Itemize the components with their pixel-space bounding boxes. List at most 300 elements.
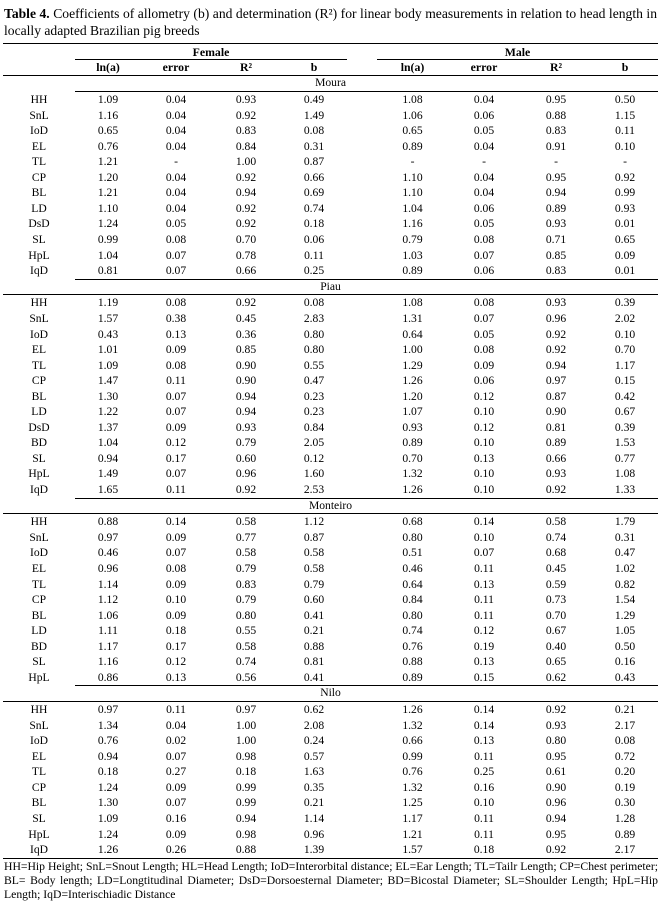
cell-value-female: 0.41 [303, 608, 325, 622]
cell-value-female: 0.81 [75, 263, 141, 279]
cell-value-male: 0.84 [402, 593, 423, 607]
group-spacer [347, 389, 377, 405]
cell-value-male: 0.70 [402, 451, 423, 465]
cell-value-male: 0.71 [545, 233, 567, 246]
table-row [3, 389, 658, 405]
cell-value-male: 0.06 [473, 374, 495, 388]
section-name: Moura [315, 76, 346, 90]
cell-value-male: 0.39 [614, 420, 636, 434]
cell-value-female: 0.43 [97, 327, 119, 341]
cell-value-male: 0.14 [473, 703, 495, 717]
cell-value-male: 0.99 [402, 749, 423, 763]
cell-value-male: 0.06 [473, 108, 495, 122]
row-label: TL [31, 358, 47, 372]
group-spacer [347, 327, 377, 343]
cell-value-male: 1.79 [614, 515, 636, 529]
cell-value-male: 1.32 [402, 467, 423, 481]
cell-value-male: 0.45 [545, 561, 567, 575]
cell-value-male: 0.97 [545, 374, 567, 388]
cell-value-female: 0.07 [165, 546, 187, 560]
group-spacer [347, 154, 377, 170]
table-row [3, 108, 658, 124]
cell-value-male: 0.68 [402, 515, 423, 529]
cell-value-female: 1.65 [75, 482, 141, 498]
cell-value-female: 0.99 [235, 780, 257, 794]
table-row [3, 795, 658, 811]
cell-value-female: 0.08 [303, 296, 325, 310]
table-row [3, 514, 658, 530]
cell-value-male: 0.92 [520, 842, 592, 858]
group-spacer [347, 827, 377, 843]
cell-value-female: 1.19 [97, 296, 119, 310]
cell-value-female: 1.34 [97, 718, 119, 732]
row-label: EL [31, 749, 47, 763]
cell-value-male: 0.10 [448, 482, 520, 498]
cell-value-male: 0.65 [614, 233, 636, 246]
table-row [3, 545, 658, 561]
row-label: TL [31, 155, 47, 169]
cell-value-female: 0.60 [303, 593, 325, 607]
cell-value-male: 0.11 [474, 811, 494, 825]
cell-value-male: 0.04 [473, 170, 495, 184]
cell-value-female: 1.26 [75, 842, 141, 858]
section-header-row [3, 498, 658, 514]
cell-value-male: 0.95 [545, 170, 567, 184]
cell-value-male: 1.00 [402, 343, 423, 357]
cell-value-female: 1.00 [235, 734, 257, 748]
cell-value-male: 1.53 [614, 436, 636, 450]
row-label: IqD [29, 264, 49, 278]
cell-value-male: 0.92 [545, 343, 567, 357]
cell-value-female: 1.30 [97, 389, 119, 403]
cell-value-female: 0.77 [235, 530, 257, 544]
cell-value-female: 1.24 [97, 217, 119, 231]
table-row [3, 561, 658, 577]
cell-value-male: 0.10 [473, 467, 495, 481]
cell-value-male: 0.10 [614, 139, 636, 153]
cell-value-female: 1.04 [97, 248, 119, 262]
cell-value-female: 0.36 [235, 327, 257, 341]
row-label: IoD [29, 546, 49, 560]
group-spacer [347, 373, 377, 389]
cell-value-female: 0.88 [97, 515, 119, 529]
cell-value-female: 0.76 [97, 734, 119, 748]
cell-value-male: 1.33 [592, 482, 658, 498]
row-label: BL [31, 796, 47, 810]
cell-value-female: 0.58 [303, 546, 325, 560]
cell-value-male: 0.10 [614, 327, 636, 341]
cell-value-male: 0.87 [545, 389, 567, 403]
cell-value-male: - [554, 155, 558, 169]
cell-value-female: 0.07 [165, 389, 187, 403]
group-spacer [347, 404, 377, 420]
cell-value-male: 2.17 [592, 842, 658, 858]
row-label: HpL [28, 248, 50, 262]
cell-value-male: 1.04 [402, 201, 423, 215]
cell-value-female: 0.85 [235, 343, 257, 357]
cell-value-female: 0.92 [235, 108, 257, 122]
cell-value-male: 0.13 [473, 577, 495, 591]
table-title-label: Table 4. [4, 6, 50, 21]
cell-value-female: 0.23 [303, 405, 325, 419]
cell-value-female: 0.09 [165, 420, 187, 434]
row-label: HpL [28, 671, 50, 685]
cell-value-male: 0.42 [614, 389, 636, 403]
table-row [3, 232, 658, 248]
cell-value-female: 0.13 [141, 670, 211, 686]
cell-value-male: 0.94 [545, 811, 567, 825]
cell-value-male: 0.16 [473, 780, 495, 794]
group-spacer [347, 435, 377, 451]
cell-value-female: 1.12 [303, 515, 325, 529]
cell-value-male: 0.93 [545, 718, 567, 732]
cell-value-male: 1.32 [402, 718, 423, 732]
row-label: IoD [29, 327, 49, 341]
col-header-error-male: error [448, 60, 520, 76]
group-header-row [3, 43, 658, 60]
cell-value-female: 0.26 [141, 842, 211, 858]
table-row [3, 827, 658, 843]
row-label: IoD [29, 734, 49, 748]
cell-value-male: 0.14 [473, 718, 495, 732]
cell-value-male: 1.20 [402, 389, 423, 403]
cell-value-female: 0.07 [165, 467, 187, 481]
cell-value-female: 1.60 [303, 467, 325, 481]
cell-value-male: 0.92 [520, 482, 592, 498]
table-row [3, 295, 658, 311]
table-row [3, 311, 658, 327]
cell-value-female: 0.92 [211, 482, 281, 498]
cell-value-male: 0.93 [402, 420, 423, 434]
table-row [3, 451, 658, 467]
cell-value-male: 0.95 [545, 827, 567, 841]
cell-value-male: 1.05 [614, 624, 636, 638]
row-label: SnL [29, 530, 49, 544]
cell-value-female: 0.88 [211, 842, 281, 858]
cell-value-female: 1.39 [281, 842, 347, 858]
cell-value-female: 0.16 [165, 811, 187, 825]
cell-value-female: 0.18 [303, 217, 325, 231]
table-row [3, 670, 658, 686]
group-spacer [347, 185, 377, 201]
col-header-r2-male: R² [520, 60, 592, 76]
table-row [3, 608, 658, 624]
cell-value-female: 0.94 [97, 749, 119, 763]
table-title [4, 5, 657, 40]
cell-value-male: 0.10 [473, 530, 495, 544]
cell-value-female: 0.11 [141, 482, 211, 498]
cell-value-male: 1.17 [614, 358, 636, 372]
group-spacer [347, 451, 377, 467]
cell-value-female: 0.98 [235, 827, 257, 841]
cell-value-male: 0.07 [473, 546, 495, 560]
female-group-header: Female [75, 43, 347, 60]
cell-value-female: 1.37 [97, 420, 119, 434]
col-header-r2-female: R² [211, 60, 281, 76]
cell-value-female: 0.99 [97, 233, 119, 246]
cell-value-female: 0.96 [235, 467, 257, 481]
cell-value-female: 0.11 [304, 248, 324, 262]
cell-value-male: 0.94 [545, 186, 567, 200]
cell-value-male: 0.61 [545, 765, 567, 779]
table-row [3, 170, 658, 186]
cell-value-male: 0.07 [473, 248, 495, 262]
cell-value-male: 0.01 [614, 217, 636, 231]
table-row [3, 842, 658, 858]
cell-value-female: 0.17 [165, 639, 187, 653]
cell-value-female: 0.87 [303, 530, 325, 544]
cell-value-male: 0.64 [402, 327, 423, 341]
cell-value-female: 0.58 [235, 546, 257, 560]
cell-value-male: 0.19 [473, 639, 495, 653]
cell-value-female: 0.09 [165, 827, 187, 841]
cell-value-female: 1.24 [97, 827, 119, 841]
cell-value-female: 0.74 [235, 655, 257, 669]
cell-value-female: 0.66 [303, 170, 325, 184]
cell-value-male: 0.21 [614, 703, 636, 717]
cell-value-male: 0.09 [614, 248, 636, 262]
cell-value-male: - [623, 155, 627, 169]
row-label: IoD [29, 124, 49, 138]
cell-value-female: 0.17 [165, 451, 187, 465]
cell-value-female: 0.65 [97, 124, 119, 138]
cell-value-female: 0.09 [165, 780, 187, 794]
cell-value-female: - [174, 155, 178, 169]
cell-value-female: 0.84 [303, 420, 325, 434]
group-spacer [347, 232, 377, 248]
cell-value-male: 1.08 [402, 296, 423, 310]
cell-value-female: 0.04 [165, 124, 187, 138]
table-row [3, 733, 658, 749]
cell-value-female: 0.18 [165, 624, 187, 638]
cell-value-female: 2.53 [281, 482, 347, 498]
group-spacer [347, 654, 377, 670]
group-spacer [347, 592, 377, 608]
cell-value-male: 0.79 [402, 233, 423, 246]
table-row [3, 780, 658, 796]
row-label: TL [31, 577, 47, 591]
cell-value-male: 1.03 [402, 248, 423, 262]
cell-value-female: 0.70 [235, 233, 257, 246]
cell-value-male: 0.16 [614, 655, 636, 669]
column-header-row [3, 60, 658, 76]
cell-value-male: 0.67 [614, 405, 636, 419]
cell-value-male: 0.89 [377, 670, 448, 686]
section-header-row [3, 76, 658, 92]
cell-value-male: 0.90 [545, 780, 567, 794]
cell-value-female: 0.09 [165, 530, 187, 544]
cell-value-male: 2.02 [614, 311, 636, 325]
cell-value-female: 0.97 [235, 703, 257, 717]
cell-value-male: 0.83 [520, 263, 592, 279]
cell-value-female: 0.69 [303, 186, 325, 200]
cell-value-male: 1.57 [377, 842, 448, 858]
cell-value-male: 0.67 [545, 624, 567, 638]
group-spacer [347, 764, 377, 780]
cell-value-male: 1.07 [402, 405, 423, 419]
cell-value-male: 1.08 [614, 467, 636, 481]
cell-value-female: 1.00 [235, 155, 257, 169]
row-label: TL [31, 765, 47, 779]
cell-value-female: 0.97 [97, 703, 119, 717]
group-spacer [347, 749, 377, 765]
cell-value-female: 1.09 [75, 92, 141, 108]
cell-value-female: 0.04 [165, 139, 187, 153]
cell-value-female: 0.86 [75, 670, 141, 686]
row-label: LD [31, 201, 47, 215]
group-spacer [347, 842, 377, 858]
table-row [3, 404, 658, 420]
cell-value-male: 0.09 [473, 358, 495, 372]
col-header-lna-female: ln(a) [75, 60, 141, 76]
cell-value-male: 1.32 [402, 780, 423, 794]
table-row [3, 342, 658, 358]
row-label: HpL [28, 827, 50, 841]
table-row [3, 216, 658, 232]
cell-value-female: 1.16 [97, 108, 119, 122]
cell-value-male: 0.08 [614, 734, 636, 748]
cell-value-female: 0.60 [235, 451, 257, 465]
row-label: LD [31, 624, 47, 638]
row-label: SnL [29, 311, 49, 325]
cell-value-female: 0.09 [165, 608, 187, 622]
cell-value-male: 1.10 [402, 186, 423, 200]
col-header-b-female: b [281, 60, 347, 76]
cell-value-male: 0.31 [614, 530, 636, 544]
table-row [3, 185, 658, 201]
cell-value-male: 0.66 [402, 734, 423, 748]
group-spacer [347, 702, 377, 718]
cell-value-male: 0.51 [402, 546, 423, 560]
row-label: BD [30, 436, 48, 450]
group-spacer [347, 545, 377, 561]
cell-value-male: 0.93 [614, 201, 636, 215]
cell-value-male: 1.26 [402, 703, 423, 717]
group-spacer [347, 358, 377, 374]
cell-value-female: 1.21 [97, 186, 119, 200]
cell-value-male: 0.82 [614, 577, 636, 591]
cell-value-female: 0.08 [165, 296, 187, 310]
cell-value-male: 0.15 [448, 670, 520, 686]
cell-value-male: 0.15 [614, 374, 636, 388]
cell-value-male: 0.93 [545, 296, 567, 310]
cell-value-male: 0.65 [545, 655, 567, 669]
group-spacer [347, 342, 377, 358]
cell-value-male: 0.11 [474, 749, 494, 763]
table-row [3, 530, 658, 546]
row-label: SL [32, 233, 46, 246]
cell-value-female: 0.58 [235, 639, 257, 653]
cell-value-male: 0.96 [545, 311, 567, 325]
cell-value-male: 0.70 [545, 608, 567, 622]
section-name: Monteiro [3, 498, 658, 514]
group-spacer [347, 514, 377, 530]
cell-value-female: 0.04 [165, 718, 187, 732]
row-label: SnL [29, 718, 49, 732]
group-spacer [347, 248, 377, 264]
cell-value-male: 0.80 [402, 530, 423, 544]
cell-value-male: 0.81 [545, 420, 567, 434]
group-spacer [347, 811, 377, 827]
group-spacer [347, 123, 377, 139]
cell-value-female: 1.17 [97, 639, 119, 653]
cell-value-male: 1.26 [377, 482, 448, 498]
cell-value-male: 0.25 [473, 765, 495, 779]
col-header-error-female: error [141, 60, 211, 76]
cell-value-female: 1.49 [97, 467, 119, 481]
cell-value-female: 0.07 [165, 749, 187, 763]
table-row [3, 466, 658, 482]
section-header-row [3, 686, 658, 702]
section-nilo [3, 686, 658, 858]
cell-value-female: 1.16 [97, 655, 119, 669]
row-label: SL [32, 655, 46, 669]
table-row [3, 749, 658, 765]
cell-value-male: 0.46 [402, 561, 423, 575]
cell-value-male: 0.74 [545, 530, 567, 544]
cell-value-male: 0.73 [545, 593, 567, 607]
cell-value-female: 0.78 [235, 248, 257, 262]
cell-value-male: 0.74 [402, 624, 423, 638]
row-label: HH [30, 515, 48, 529]
cell-value-female: 1.06 [97, 608, 119, 622]
group-spacer [347, 561, 377, 577]
cell-value-male: 2.17 [614, 718, 636, 732]
cell-value-male: 0.64 [402, 577, 423, 591]
cell-value-female: 0.27 [165, 765, 187, 779]
group-spacer [347, 60, 377, 76]
group-spacer [347, 139, 377, 155]
cell-value-male: 0.06 [448, 263, 520, 279]
cell-value-male: 0.96 [545, 796, 567, 810]
cell-value-female: 0.96 [97, 561, 119, 575]
section-piau [3, 279, 658, 498]
table-row [3, 811, 658, 827]
group-spacer [347, 263, 377, 279]
col-header-lna-male: ln(a) [377, 60, 448, 76]
cell-value-female: 0.83 [235, 577, 257, 591]
row-label: SL [32, 451, 46, 465]
cell-value-female: 0.11 [166, 374, 186, 388]
cell-value-female: 0.57 [303, 749, 325, 763]
row-label: SnL [29, 108, 49, 122]
cell-value-female: 0.93 [235, 420, 257, 434]
cell-value-male: 0.59 [545, 577, 567, 591]
cell-value-female: 0.09 [165, 577, 187, 591]
cell-value-female: 1.09 [97, 811, 119, 825]
table-row [3, 592, 658, 608]
row-label: LD [31, 405, 47, 419]
cell-value-male: - [410, 155, 415, 169]
cell-value-female: 0.94 [235, 186, 257, 200]
row-label: CP [31, 374, 47, 388]
cell-value-male: 0.04 [473, 186, 495, 200]
cell-value-female: 0.87 [303, 155, 325, 169]
male-group-header: Male [377, 43, 658, 60]
cell-value-male: 0.14 [473, 515, 495, 529]
cell-value-female: 0.88 [303, 639, 325, 653]
cell-value-female: 0.93 [211, 92, 281, 108]
group-spacer [347, 482, 377, 498]
cell-value-female: 1.22 [97, 405, 119, 419]
cell-value-female: 2.08 [303, 718, 325, 732]
cell-value-female: 0.74 [303, 201, 325, 215]
allometry-table [3, 43, 658, 859]
table-row [3, 92, 658, 108]
group-spacer [347, 43, 377, 60]
cell-value-male: 0.62 [520, 670, 592, 686]
cell-value-male: 0.30 [614, 796, 636, 810]
